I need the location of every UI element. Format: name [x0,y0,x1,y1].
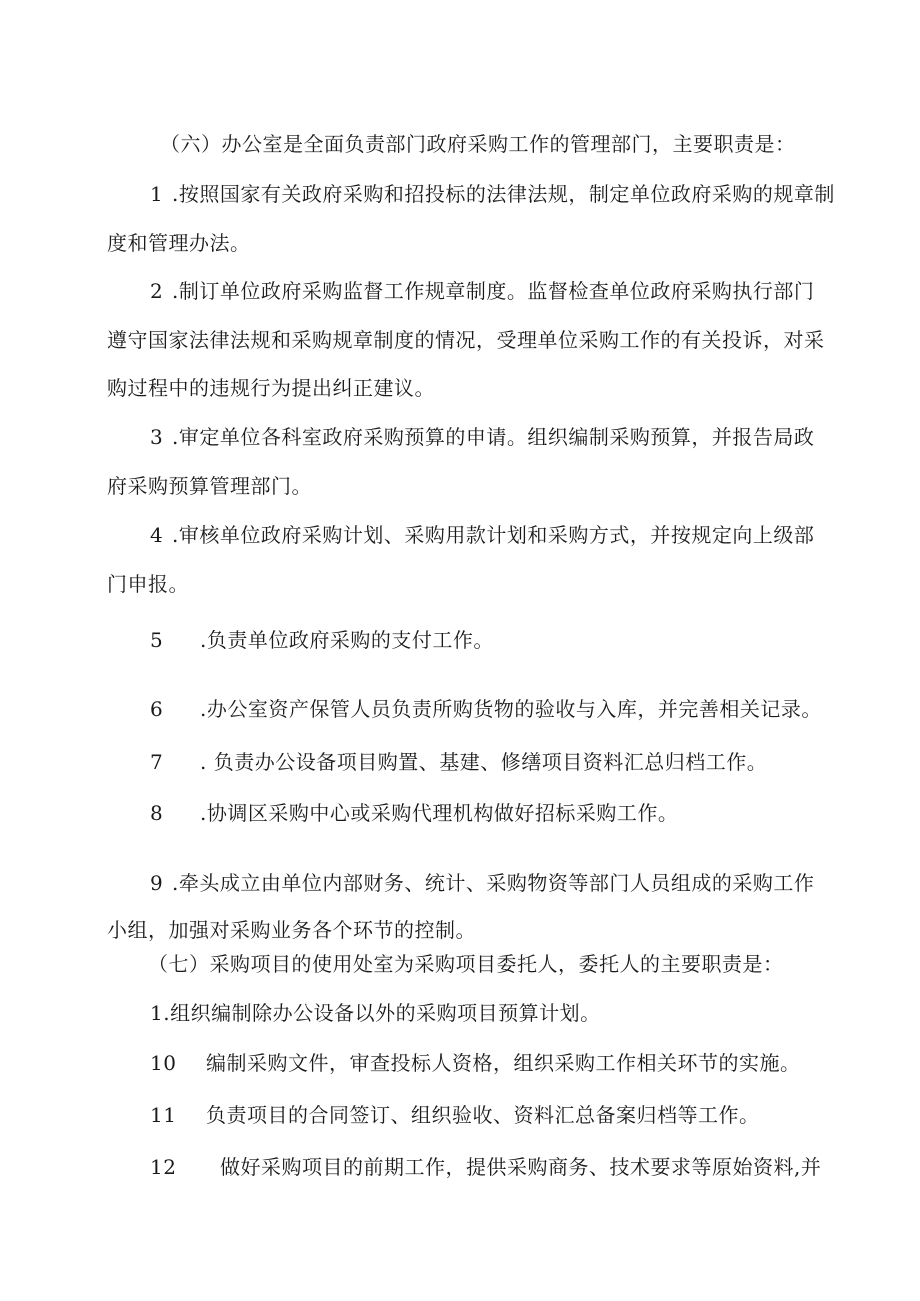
item-9-line-2: 小组，加强对采购业务各个环节的控制。 [107,918,476,942]
item-2-number: 2 [150,279,164,303]
item-11-number: 11 [150,1103,177,1127]
item-8-text: .协调区采购中心或采购代理机构做好招标采购工作。 [200,801,679,825]
item-2-text: .制订单位政府采购监督工作规章制度。监督检查单位政府采购执行部门 [172,279,815,303]
item-8-line-1 [150,801,678,825]
item-3-line-1 [150,425,814,449]
item-6-text: .办公室资产保管人员负责所购货物的验收与入库，并完善相关记录。 [200,697,822,721]
item-1-text: .按照国家有关政府采购和招投标的法律法规，制定单位政府采购的规章制 [172,182,835,206]
item-11-line-1 [150,1103,760,1127]
item-1-number: 1 [150,182,164,206]
item-2-line-1 [150,279,814,303]
item-9-text: .牵头成立由单位内部财务、统计、采购物资等部门人员组成的采购工作 [172,871,815,895]
item-6-number: 6 [150,697,164,721]
item-5-line-1 [150,628,494,652]
item-5-number: 5 [150,628,164,652]
item-1-line-2: 度和管理办法。 [107,231,251,255]
item-12-text: 做好采购项目的前期工作，提供采购商务、技术要求等原始资料,并 [220,1155,822,1179]
item-3-text: .审定单位各科室政府采购预算的申请。组织编制采购预算，并报告局政 [172,425,815,449]
section-6-header: （六）办公室是全面负责部门政府采购工作的管理部门，主要职责是： [160,132,796,156]
section-7-item-1: 1.组织编制除办公设备以外的采购项目预算计划。 [150,1001,601,1025]
item-4-line-1 [150,523,814,547]
item-5-text: .负责单位政府采购的支付工作。 [200,628,494,652]
item-7-text: . 负责办公设备项目购置、基建、修缮项目资料汇总归档工作。 [200,750,768,774]
item-12-number: 12 [150,1155,177,1179]
item-8-number: 8 [150,801,164,825]
section-7-header: （七）采购项目的使用处室为采购项目委托人，委托人的主要职责是： [148,952,784,976]
item-3-number: 3 [150,425,164,449]
item-7-line-1 [150,750,767,774]
item-9-line-1 [150,871,814,895]
item-1-line-1 [150,182,835,206]
item-3-line-2: 府采购预算管理部门。 [107,474,312,498]
item-6-line-1 [150,697,822,721]
item-2-line-3: 购过程中的违规行为提出纠正建议。 [107,376,435,400]
item-4-number: 4 [150,523,164,547]
item-11-text: 负责项目的合同签订、组织验收、资料汇总备案归档等工作。 [206,1103,760,1127]
item-12-line-1 [150,1155,821,1179]
item-9-number: 9 [150,871,164,895]
item-10-text: 编制采购文件，审查投标人资格，组织采购工作相关环节的实施。 [206,1051,801,1075]
item-10-number: 10 [150,1051,177,1075]
item-2-line-2: 遵守国家法律法规和采购规章制度的情况，受理单位采购工作的有关投诉，对采 [107,328,825,352]
item-7-number: 7 [150,750,164,774]
item-4-text: .审核单位政府采购计划、采购用款计划和采购方式，并按规定向上级部 [172,523,815,547]
item-4-line-2: 门申报。 [107,572,189,596]
item-10-line-1 [150,1051,801,1075]
